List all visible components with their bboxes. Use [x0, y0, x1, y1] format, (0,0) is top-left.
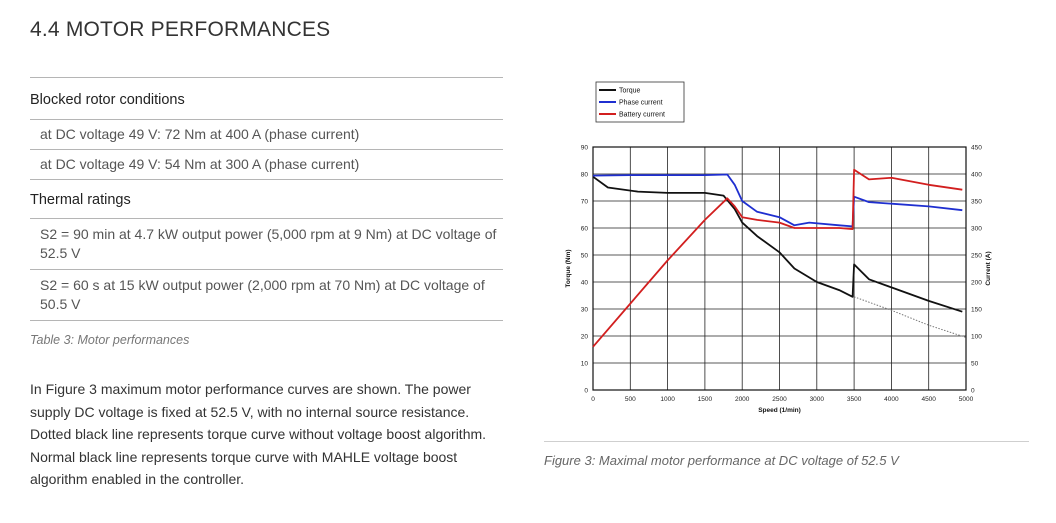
x-tick-label: 2000 [734, 396, 750, 403]
y-axis-label: Torque (Nm) [565, 249, 572, 288]
series-line-torque-no-voltage-boost [854, 297, 966, 338]
y-tick-label: 10 [580, 360, 588, 368]
y-tick-label: 30 [580, 306, 588, 314]
x-tick-label: 1000 [660, 396, 675, 403]
y2-tick-label: 250 [971, 252, 982, 260]
y-tick-label: 0 [584, 387, 588, 395]
motor-performance-chart [548, 78, 1008, 418]
legend-label: Battery current [619, 111, 665, 119]
legend-label: Torque [619, 87, 641, 95]
y2-tick-label: 50 [971, 360, 979, 368]
series-line-battery-current [593, 170, 962, 347]
x-tick-label: 4500 [921, 396, 936, 403]
y2-tick-label: 0 [971, 387, 975, 395]
table-row: S2 = 60 s at 15 kW output power (2,000 rpm at 70 Nm) at DC voltage of 50.5 V [30, 270, 503, 321]
y-tick-label: 40 [580, 279, 588, 287]
x-tick-label: 4000 [884, 396, 899, 403]
figure-divider [544, 441, 1029, 442]
x-tick-label: 500 [624, 396, 636, 403]
y2-tick-label: 100 [971, 333, 982, 341]
table-row: at DC voltage 49 V: 54 Nm at 300 A (phase current) [30, 150, 503, 180]
x-axis-label: Speed (1/min) [758, 407, 801, 414]
section-title: 4.4 MOTOR PERFORMANCES [30, 18, 331, 41]
x-tick-label: 3000 [809, 396, 825, 403]
y2-tick-label: 200 [971, 279, 982, 287]
y2-tick-label: 400 [971, 171, 982, 179]
y-tick-label: 90 [580, 144, 588, 152]
x-tick-label: 3500 [846, 396, 862, 403]
legend-label: Phase current [619, 99, 663, 107]
series-line-torque [593, 177, 962, 312]
y-tick-label: 50 [580, 252, 588, 260]
y-tick-label: 70 [580, 198, 588, 206]
series-line-phase-current [593, 175, 962, 227]
y2-tick-label: 300 [971, 225, 982, 233]
group-heading-blocked-rotor: Blocked rotor conditions [30, 78, 503, 120]
table-row: at DC voltage 49 V: 72 Nm at 400 A (phase current) [30, 120, 503, 150]
y2-tick-label: 350 [971, 198, 982, 206]
x-tick-label: 1500 [697, 396, 713, 403]
x-tick-label: 2500 [772, 396, 787, 403]
body-paragraph: In Figure 3 maximum motor performance curves are shown. The power supply DC voltage is fixed at 52.5 V, with no internal source resistance. Dotted black line represents torque curve without voltage boost algorithm. Normal black line represents torque curve with MAHLE voltage boost algorithm enabled in the controller. [30, 381, 487, 487]
y2-axis-label: Current (A) [985, 251, 992, 286]
figure-caption: Figure 3: Maximal motor performance at DC voltage of 52.5 V [544, 453, 899, 468]
y-tick-label: 20 [580, 333, 588, 341]
y2-tick-label: 150 [971, 306, 982, 314]
y2-tick-label: 450 [971, 144, 982, 152]
table-caption: Table 3: Motor performances [30, 333, 190, 347]
x-tick-label: 0 [591, 396, 595, 403]
y-tick-label: 80 [580, 171, 588, 179]
table-row: S2 = 90 min at 4.7 kW output power (5,000 rpm at 9 Nm) at DC voltage of 52.5 V [30, 219, 503, 270]
chart-svg [548, 78, 1008, 418]
x-tick-label: 5000 [958, 396, 974, 403]
group-heading-thermal-ratings: Thermal ratings [30, 180, 503, 219]
y-tick-label: 60 [580, 225, 588, 233]
performance-table [30, 77, 503, 321]
